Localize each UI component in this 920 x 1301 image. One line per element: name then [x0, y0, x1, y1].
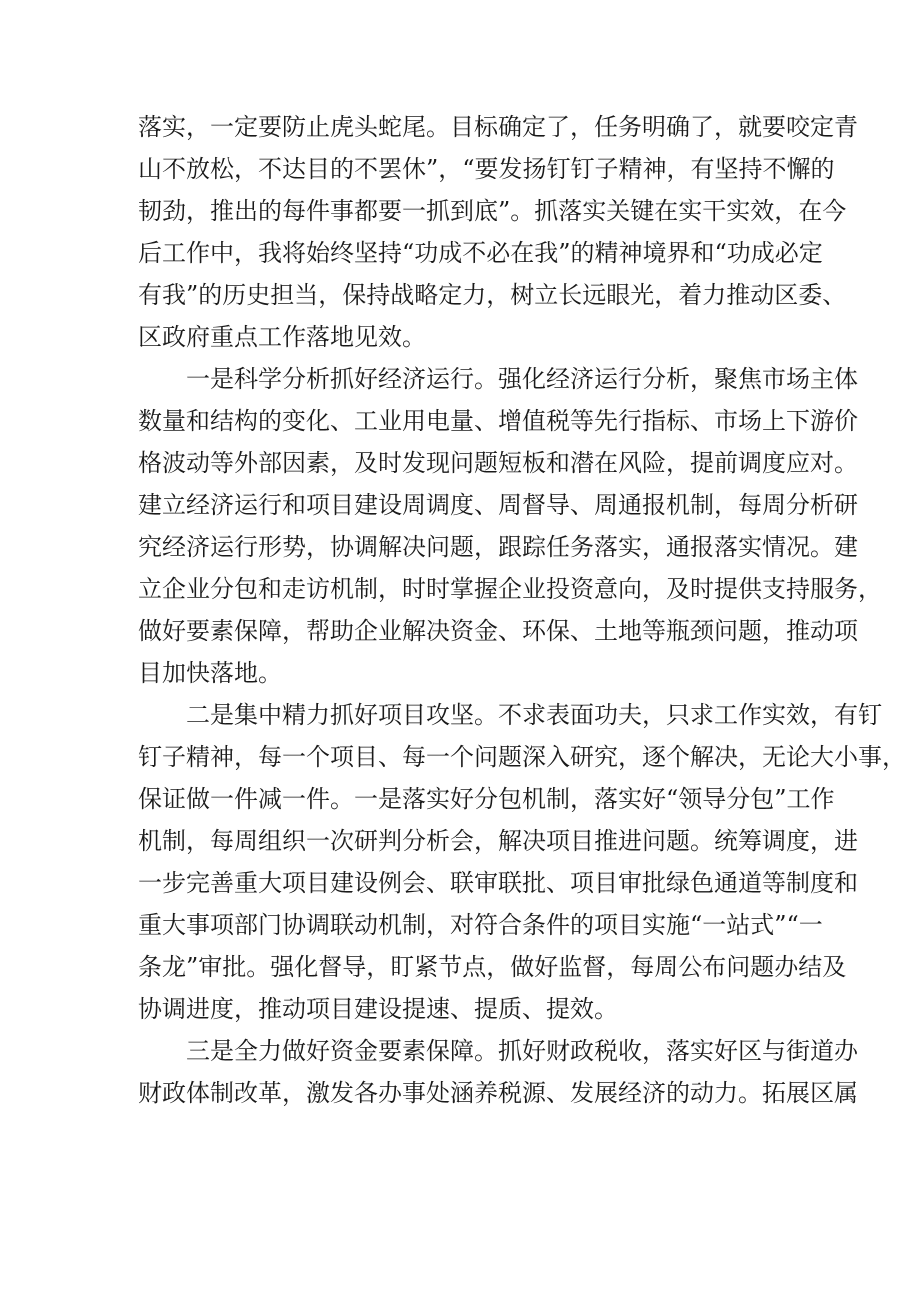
text-line: 落实，一定要防止虎头蛇尾。目标确定了，任务明确了，就要咬定青	[138, 113, 858, 141]
text-line: 后工作中，我将始终坚持“功成不必在我”的精神境界和“功成必定	[138, 239, 823, 267]
paragraph-1	[138, 106, 858, 358]
text-line: 协调进度，推动项目建设提速、提质、提效。	[138, 995, 618, 1023]
text-line: 区政府重点工作落地见效。	[138, 323, 426, 351]
text-line: 究经济运行形势，协调解决问题，跟踪任务落实，通报落实情况。建	[138, 533, 858, 561]
text-line: 一步完善重大项目建设例会、联审联批、项目审批绿色通道等制度和	[138, 869, 858, 897]
text-line: 钉子精神，每一个项目、每一个问题深入研究，逐个解决，无论大小事，	[138, 743, 906, 771]
paragraph-3	[138, 694, 906, 1030]
text-line: 三是全力做好资金要素保障。抓好财政税收，落实好区与街道办	[186, 1037, 858, 1065]
text-line: 韧劲，推出的每件事都要一抓到底”。抓落实关键在实干实效，在今	[138, 197, 847, 225]
document-body	[138, 106, 906, 1114]
text-line: 二是集中精力抓好项目攻坚。不求表面功夫，只求工作实效，有钉	[186, 701, 882, 729]
paragraph-4	[138, 1030, 858, 1114]
text-line: 做好要素保障，帮助企业解决资金、环保、土地等瓶颈问题，推动项	[138, 617, 858, 645]
text-line: 格波动等外部因素，及时发现问题短板和潜在风险，提前调度应对。	[138, 449, 858, 477]
text-line: 一是科学分析抓好经济运行。强化经济运行分析，聚焦市场主体	[186, 365, 858, 393]
text-line: 数量和结构的变化、工业用电量、增值税等先行指标、市场上下游价	[138, 407, 858, 435]
text-line: 保证做一件减一件。一是落实好分包机制，落实好“领导分包”工作	[138, 785, 835, 813]
text-line: 建立经济运行和项目建设周调度、周督导、周通报机制，每周分析研	[138, 491, 858, 519]
text-line: 重大事项部门协调联动机制，对符合条件的项目实施“一站式”“一	[138, 911, 823, 939]
text-line: 机制，每周组织一次研判分析会，解决项目推进问题。统筹调度，进	[138, 827, 858, 855]
text-line: 条龙”审批。强化督导，盯紧节点，做好监督，每周公布问题办结及	[138, 953, 847, 981]
paragraph-2	[138, 358, 882, 694]
text-line: 山不放松，不达目的不罢休”，“要发扬钉钉子精神，有坚持不懈的	[138, 155, 835, 183]
text-line: 立企业分包和走访机制，时时掌握企业投资意向，及时提供支持服务，	[138, 575, 882, 603]
text-line: 目加快落地。	[138, 659, 282, 687]
text-line: 有我”的历史担当，保持战略定力，树立长远眼光，着力推动区委、	[138, 281, 847, 309]
text-line: 财政体制改革，激发各办事处涵养税源、发展经济的动力。拓展区属	[138, 1079, 858, 1107]
